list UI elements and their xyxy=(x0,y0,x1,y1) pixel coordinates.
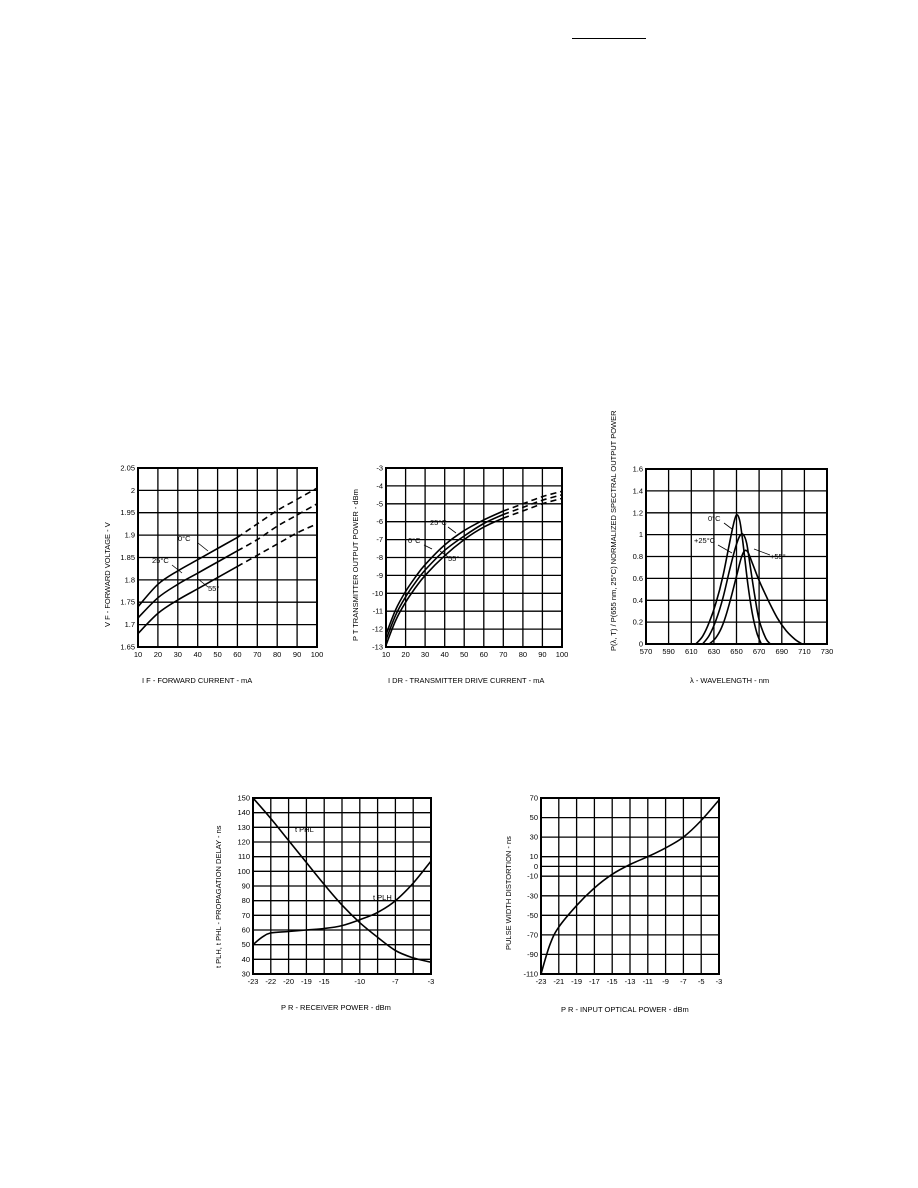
y-tick-label: 0 xyxy=(533,861,538,871)
y-tick-label: 0.8 xyxy=(632,552,643,561)
curve-label-0c: 0°C xyxy=(178,534,191,543)
y-tick-label: 1.9 xyxy=(124,530,135,540)
series-line-2-solid xyxy=(138,566,237,633)
y-tick-label: -8 xyxy=(376,553,383,562)
x-tick-label: -3 xyxy=(715,977,723,986)
x-tick-label: 50 xyxy=(460,650,469,659)
y-tick-label: 30 xyxy=(241,969,250,979)
y-tick-label: 130 xyxy=(237,822,250,832)
y-tick-label: 1.4 xyxy=(632,486,643,496)
x-tick-label: 80 xyxy=(518,650,528,659)
x-tick-label: 730 xyxy=(820,647,834,656)
x-tick-label: -7 xyxy=(680,977,687,986)
x-tick-label: -9 xyxy=(662,977,669,986)
y-tick-label: 110 xyxy=(238,852,250,862)
x-tick-label: 710 xyxy=(798,647,811,656)
y-tick-label: -12 xyxy=(372,624,383,634)
x-axis-title: λ - WAVELENGTH - nm xyxy=(690,676,770,685)
y-tick-label: 90 xyxy=(241,881,250,891)
tick-labels xyxy=(633,465,834,657)
x-tick-label: -23 xyxy=(535,977,547,986)
x-tick-label: -20 xyxy=(283,977,295,986)
y-tick-label: 1.95 xyxy=(120,508,135,518)
propagation-delay-chart xyxy=(205,790,445,1025)
curve-label-25c-leader xyxy=(448,527,456,533)
y-tick-label: 1.8 xyxy=(124,575,135,585)
curve-label-25c: +25°C xyxy=(694,536,716,545)
transmitter-power-chart xyxy=(340,455,580,690)
y-tick-label: 30 xyxy=(529,832,538,842)
x-tick-label: 90 xyxy=(538,650,547,659)
curve-label-25c: 25°C xyxy=(430,518,447,527)
y-tick-label: 1.65 xyxy=(120,642,135,652)
y-tick-label: 2 xyxy=(130,485,135,495)
y-tick-label: -11 xyxy=(372,606,383,616)
x-tick-label: 60 xyxy=(233,650,242,659)
curve-label-25c: 25°C xyxy=(152,556,169,565)
y-axis-title: P T TRANSMITTER OUTPUT POWER - dBm xyxy=(351,489,360,641)
y-tick-label: -9 xyxy=(376,570,383,580)
y-tick-label: 1.7 xyxy=(124,620,135,630)
x-axis-title: P R - INPUT OPTICAL POWER - dBm xyxy=(561,1005,689,1014)
x-tick-label: 80 xyxy=(273,650,282,659)
y-axis-title: V F - FORWARD VOLTAGE - V xyxy=(103,522,112,627)
curve-label-0c: 0°C xyxy=(708,514,721,523)
x-tick-label: 40 xyxy=(440,650,449,659)
x-tick-label: -17 xyxy=(588,977,600,986)
grid xyxy=(646,469,827,644)
y-tick-label: 140 xyxy=(237,808,250,818)
curve-label-55c: 55° xyxy=(208,584,220,593)
x-tick-label: 30 xyxy=(173,650,182,659)
x-tick-label: -11 xyxy=(642,977,653,986)
y-tick-label: -6 xyxy=(376,517,383,527)
x-axis-title: I F - FORWARD CURRENT - mA xyxy=(142,676,253,685)
x-tick-label: -23 xyxy=(247,977,259,986)
y-tick-label: 0.6 xyxy=(632,573,643,583)
y-tick-label: 120 xyxy=(237,837,250,847)
x-tick-label: -13 xyxy=(624,977,636,986)
x-tick-label: 30 xyxy=(420,650,430,659)
y-tick-label: -90 xyxy=(527,949,538,959)
x-tick-label: -19 xyxy=(571,977,583,986)
pulse-width-distortion-chart xyxy=(495,790,735,1025)
x-tick-label: -5 xyxy=(697,977,705,986)
curve-label-tplh: t PLH xyxy=(373,893,392,902)
x-tick-label: 10 xyxy=(133,650,143,659)
y-tick-label: 50 xyxy=(529,813,538,823)
y-tick-label: 0 xyxy=(638,639,643,649)
y-tick-label: 10 xyxy=(529,852,538,862)
x-tick-label: 690 xyxy=(775,647,789,656)
y-tick-label: 1 xyxy=(638,530,643,540)
y-tick-label: -4 xyxy=(376,481,383,491)
y-tick-label: 40 xyxy=(241,954,250,964)
series-line-0-solid xyxy=(138,537,237,606)
y-axis-title: P(λ, T) / P(655 nm, 25°C) NORMALIZED SPECTRAL OUTPUT POWER xyxy=(609,410,618,651)
x-tick-label: 60 xyxy=(479,650,488,659)
x-tick-label: -7 xyxy=(392,977,399,986)
x-tick-label: 40 xyxy=(193,650,202,659)
x-tick-label: 590 xyxy=(662,647,675,656)
y-tick-label: 60 xyxy=(241,925,250,935)
y-tick-label: 100 xyxy=(237,866,250,876)
y-tick-label: 70 xyxy=(241,910,250,920)
y-tick-label: -10 xyxy=(372,588,383,598)
y-tick-label: 0.4 xyxy=(632,595,643,605)
grid xyxy=(253,798,431,974)
y-tick-label: 50 xyxy=(241,940,250,950)
y-tick-label: 0.2 xyxy=(632,617,643,627)
x-tick-label: 630 xyxy=(707,647,721,656)
y-tick-label: -30 xyxy=(527,891,538,901)
curve-label-25c-leader xyxy=(718,545,732,553)
x-axis-title: I DR - TRANSMITTER DRIVE CURRENT - mA xyxy=(388,676,545,685)
curve-label-tphl: t PHL xyxy=(295,825,314,834)
series-line-1-dashed xyxy=(503,495,562,515)
x-tick-label: 10 xyxy=(381,650,391,659)
y-tick-label: 1.2 xyxy=(632,508,643,518)
x-tick-label: 70 xyxy=(499,650,508,659)
y-tick-label: 1.75 xyxy=(120,597,135,607)
grid xyxy=(386,468,562,647)
y-tick-label: -50 xyxy=(527,910,538,920)
curve-labels xyxy=(152,534,219,593)
grid xyxy=(541,798,719,974)
curve-label-0c-leader xyxy=(724,523,732,529)
y-axis-title: PULSE WIDTH DISTORTION - ns xyxy=(504,836,513,950)
y-tick-label: 1.85 xyxy=(120,553,135,562)
x-tick-label: 670 xyxy=(752,647,766,656)
x-tick-label: 100 xyxy=(555,650,569,659)
x-tick-label: 70 xyxy=(253,650,262,659)
series-line-2-dashed xyxy=(503,498,562,518)
x-tick-label: 50 xyxy=(213,650,222,659)
y-tick-label: -7 xyxy=(376,535,383,545)
x-axis-title: P R - RECEIVER POWER - dBm xyxy=(281,1003,391,1012)
y-tick-label: -5 xyxy=(376,499,383,509)
x-tick-label: -21 xyxy=(553,977,565,986)
tick-labels xyxy=(237,794,434,987)
x-tick-label: -19 xyxy=(300,977,312,986)
y-tick-label: 80 xyxy=(241,896,250,906)
x-tick-label: 90 xyxy=(292,650,302,659)
curve-label-55c-leader xyxy=(754,549,770,555)
x-tick-label: 20 xyxy=(401,650,410,659)
y-tick-label: -70 xyxy=(527,930,538,940)
curve-label-0c-leader xyxy=(198,543,208,551)
x-tick-label: -22 xyxy=(265,977,277,986)
x-tick-label: 100 xyxy=(310,650,324,659)
x-tick-label: -3 xyxy=(427,977,435,986)
y-tick-label: 70 xyxy=(529,793,538,803)
curve-label-55c: +55° xyxy=(770,552,786,561)
tick-labels xyxy=(120,464,323,660)
x-tick-label: -15 xyxy=(606,977,618,986)
x-tick-label: 610 xyxy=(685,647,698,656)
x-tick-label: -10 xyxy=(354,977,366,986)
x-tick-label: -15 xyxy=(318,977,330,986)
curves xyxy=(386,491,562,645)
y-tick-label: 2.05 xyxy=(120,463,135,473)
curve-label-0c: 0°C xyxy=(408,536,421,545)
curve-label-55c: 55° xyxy=(448,554,460,563)
x-tick-label: 650 xyxy=(730,647,743,656)
y-tick-label: 1.6 xyxy=(632,464,643,474)
y-tick-label: -13 xyxy=(372,642,383,652)
x-tick-label: 20 xyxy=(153,650,163,659)
header-rule xyxy=(572,38,646,39)
y-tick-label: -10 xyxy=(527,871,538,881)
tick-labels xyxy=(524,794,723,987)
y-tick-label: -3 xyxy=(376,463,383,473)
forward-voltage-chart xyxy=(90,455,330,690)
y-tick-label: -110 xyxy=(523,969,538,979)
y-axis-title: t PLH, t PHL - PROPAGATION DELAY - ns xyxy=(214,825,223,968)
y-tick-label: 150 xyxy=(237,793,250,803)
x-tick-label: 570 xyxy=(639,647,653,656)
spectral-output-chart xyxy=(590,410,835,690)
